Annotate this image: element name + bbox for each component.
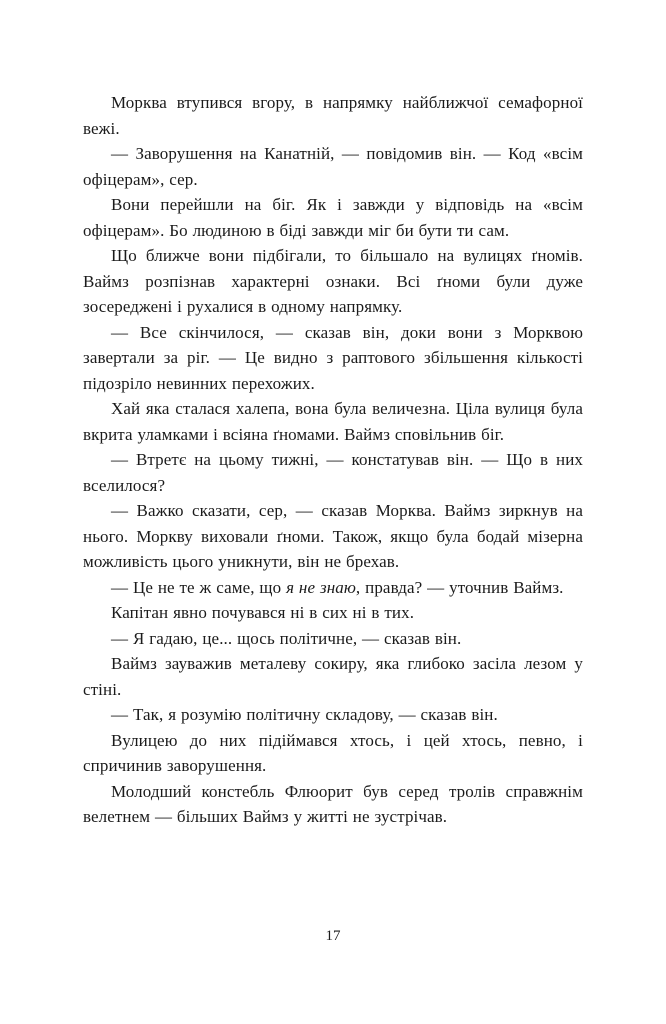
text-segment: — Так, я розумію політичну складову, — сказав він. (111, 705, 498, 724)
paragraph (83, 243, 583, 320)
paragraph (83, 575, 583, 601)
paragraph (83, 626, 583, 652)
text-segment: Що ближче вони підбігали, то більшало на вулицях ґномів. Ваймз розпізнав характерні ознаки. Всі ґноми були дуже зосереджені і рухалися в одному напрямку. (83, 246, 583, 316)
text-segment: — Все скінчилося, — сказав він, доки вони з Морквою завертали за ріг. — Це видно з раптового збільшення кількості підозріло невинних перехожих. (83, 322, 583, 393)
paragraph (83, 651, 583, 702)
text-block (83, 90, 583, 830)
text-segment: , правда? — уточнив Ваймз. (355, 577, 564, 597)
paragraph (83, 141, 583, 192)
paragraph (83, 498, 583, 575)
text-segment: — Важко сказати, сер, — сказав Морква. Ваймз зиркнув на нього. Моркву виховали ґноми. Також, якщо була бодай мізерна можливість цього уникнути, він не брехав. (83, 501, 583, 571)
paragraph (83, 447, 583, 498)
text-segment: Вони перейшли на біг. Як і завжди у відповідь на «всім офіцерам». Бо людиною в біді завжди міг би бути ти сам. (83, 195, 583, 240)
paragraph (83, 702, 583, 728)
text-segment: Вулицею до них підіймався хтось, і цей хтось, певно, і спричинив заворушення. (83, 730, 583, 775)
page-number: 17 (325, 928, 341, 944)
text-segment: — Я гадаю, це... щось політичне, — сказав він. (111, 628, 462, 648)
text-segment: — Втретє на цьому тижні, — констатував він. — Що в них вселилося? (83, 450, 583, 495)
italic-text-segment: я не знаю (286, 577, 356, 597)
paragraph (83, 90, 583, 141)
paragraph (83, 396, 583, 447)
text-segment: — Це не те ж саме, що (111, 577, 287, 597)
text-segment: Молодший констебль Флюорит був серед тролів справжнім велетнем — більших Ваймз у житті не зустрічав. (83, 781, 583, 826)
text-segment: Хай яка сталася халепа, вона була величезна. Ціла вулиця була вкрита уламками і всіяна ґномами. Ваймз сповільнив біг. (83, 399, 583, 444)
text-segment: Морква втупився вгору, в напрямку найближчої семафорної вежі. (83, 93, 583, 138)
paragraph (83, 600, 583, 626)
paragraph (83, 728, 583, 779)
text-segment: Ваймз зауважив металеву сокиру, яка глибоко засіла лезом у стіні. (83, 654, 583, 699)
paragraph (83, 192, 583, 243)
paragraph (83, 320, 583, 397)
text-segment: Капітан явно почувався ні в сих ні в тих. (111, 603, 415, 622)
paragraph (83, 779, 583, 830)
text-segment: — Заворушення на Канатній, — повідомив він. — Код «всім офіцерам», сер. (83, 144, 583, 189)
